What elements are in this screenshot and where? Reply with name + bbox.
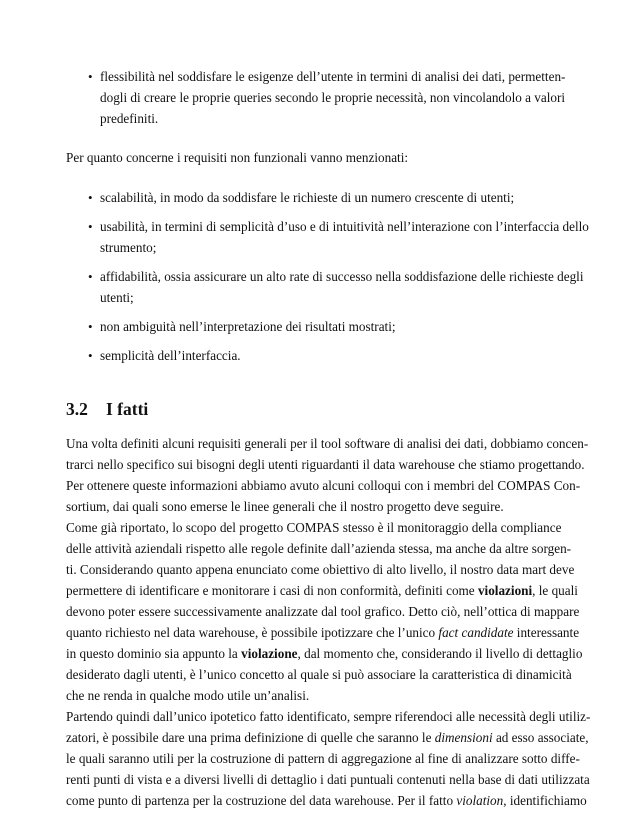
term-dimensioni: dimensioni [434,730,493,745]
paragraph-1-line-2: trarci nello specifico sui bisogni degli utenti riguardanti il data warehouse che stiamo progettando. [66,457,585,472]
text-run: come punto di partenza per la costruzione del data warehouse. Per il fatto [66,793,457,808]
section-title: I fatti [106,399,149,419]
paragraph-2-line-6 [66,625,580,641]
list-item-usability-line-2: strumento; [100,240,157,255]
bullet-marker: • [88,319,93,334]
bullet-marker: • [88,219,93,234]
intro-bullet-line-3: predefiniti. [100,111,159,126]
term-violazione: violazione [241,646,298,661]
paragraph-2-line-5: devono poter essere successivamente analizzate dal tool grafico. Detto ciò, nell’ottica di mappare [66,604,580,619]
paragraph-3-line-3: le quali saranno utili per la costruzione di pattern di aggregazione al fine di analizzare sotto diffe- [66,751,580,766]
list-item-reliability-line-2: utenti; [100,290,134,305]
list-item-scalability: scalabilità, in modo da soddisfare le richieste di un numero crescente di utenti; [100,190,515,205]
paragraph-3-line-2 [66,730,589,746]
list-item-unambiguity: non ambiguità nell’interpretazione dei risultati mostrati; [100,319,396,334]
section-number: 3.2 [66,399,88,419]
text-run: , identifichiamo [503,793,587,808]
text-run: permettere di identificare e monitorare i casi di non conformità, definiti come [66,583,478,598]
list-item-usability-line-1: usabilità, in termini di semplicità d’uso e di intuitività nell’interazione con l’interfaccia dello [100,219,589,234]
paragraph-2-line-9: che ne renda in qualche modo utile un’analisi. [66,688,310,703]
paragraph-3-line-5 [66,793,587,809]
text-run: , le quali [532,583,578,598]
intro-bullet-line-1: flessibilità nel soddisfare le esigenze dell’utente in termini di analisi dei dati, permetten- [100,69,566,84]
paragraph-1-line-1: Una volta definiti alcuni requisiti generali per il tool software di analisi dei dati, dobbiamo concen- [66,436,589,451]
paragraph-2-line-8: desiderato dagli utenti, è l’unico concetto al quale si può associare la caratteristica di dinamicità [66,667,572,682]
paragraph-2-line-4 [66,583,578,599]
list-item-simplicity: semplicità dell’interfaccia. [100,348,241,363]
paragraph-1-line-3: Per ottenere queste informazioni abbiamo avuto alcuni colloqui con i membri del COMPAS Con- [66,478,581,493]
text-run: interessante [513,625,580,640]
paragraph-2-line-2: delle attività aziendali rispetto alle regole definite dall’azienda stessa, ma anche da altre sorgen- [66,541,572,556]
paragraph-2-line-1: Come già riportato, lo scopo del progetto COMPAS stesso è il monitoraggio della compliance [66,520,562,535]
paragraph-3-line-1: Partendo quindi dall’unico ipotetico fatto identificato, sempre riferendoci alle necessità degli utiliz- [66,709,591,724]
text-run: ad esso associate, [492,730,589,745]
term-violation: violation [456,793,504,808]
list-item-reliability-line-1: affidabilità, ossia assicurare un alto rate di successo nella soddisfazione delle richieste degli [100,269,584,284]
term-violazioni: violazioni [477,583,533,598]
text-run: quanto richiesto nel data warehouse, è possibile ipotizzare che l’unico [66,625,439,640]
bullet-marker: • [88,190,93,205]
text-run: , dal momento che, considerando il livello di dettaglio [297,646,583,661]
text-run: in questo dominio sia appunto la [66,646,242,661]
term-fact-candidate: fact candidate [438,625,514,640]
bullet-marker: • [88,348,93,363]
bullet-marker: • [88,69,93,84]
paragraph-3-line-4: renti punti di vista e a diversi livelli di dettaglio i dati puntuali contenuti nella base di dati utilizzata [66,772,590,787]
bullet-marker: • [88,269,93,284]
nonfunctional-intro: Per quanto concerne i requisiti non funzionali vanno menzionati: [66,150,409,165]
paragraph-2-line-7 [66,646,583,662]
intro-bullet-line-2: dogli di creare le proprie queries secondo le proprie necessità, non vincolandolo a valori [100,90,566,105]
text-run: zatori, è possibile dare una prima definizione di quelle che saranno le [66,730,435,745]
paragraph-2-line-3: ti. Considerando quanto appena enunciato come obiettivo di alto livello, il nostro data mart deve [66,562,575,577]
paragraph-1-line-4: sortium, dai quali sono emerse le linee generali che il nostro progetto deve seguire. [66,499,504,514]
section-heading [66,399,148,420]
